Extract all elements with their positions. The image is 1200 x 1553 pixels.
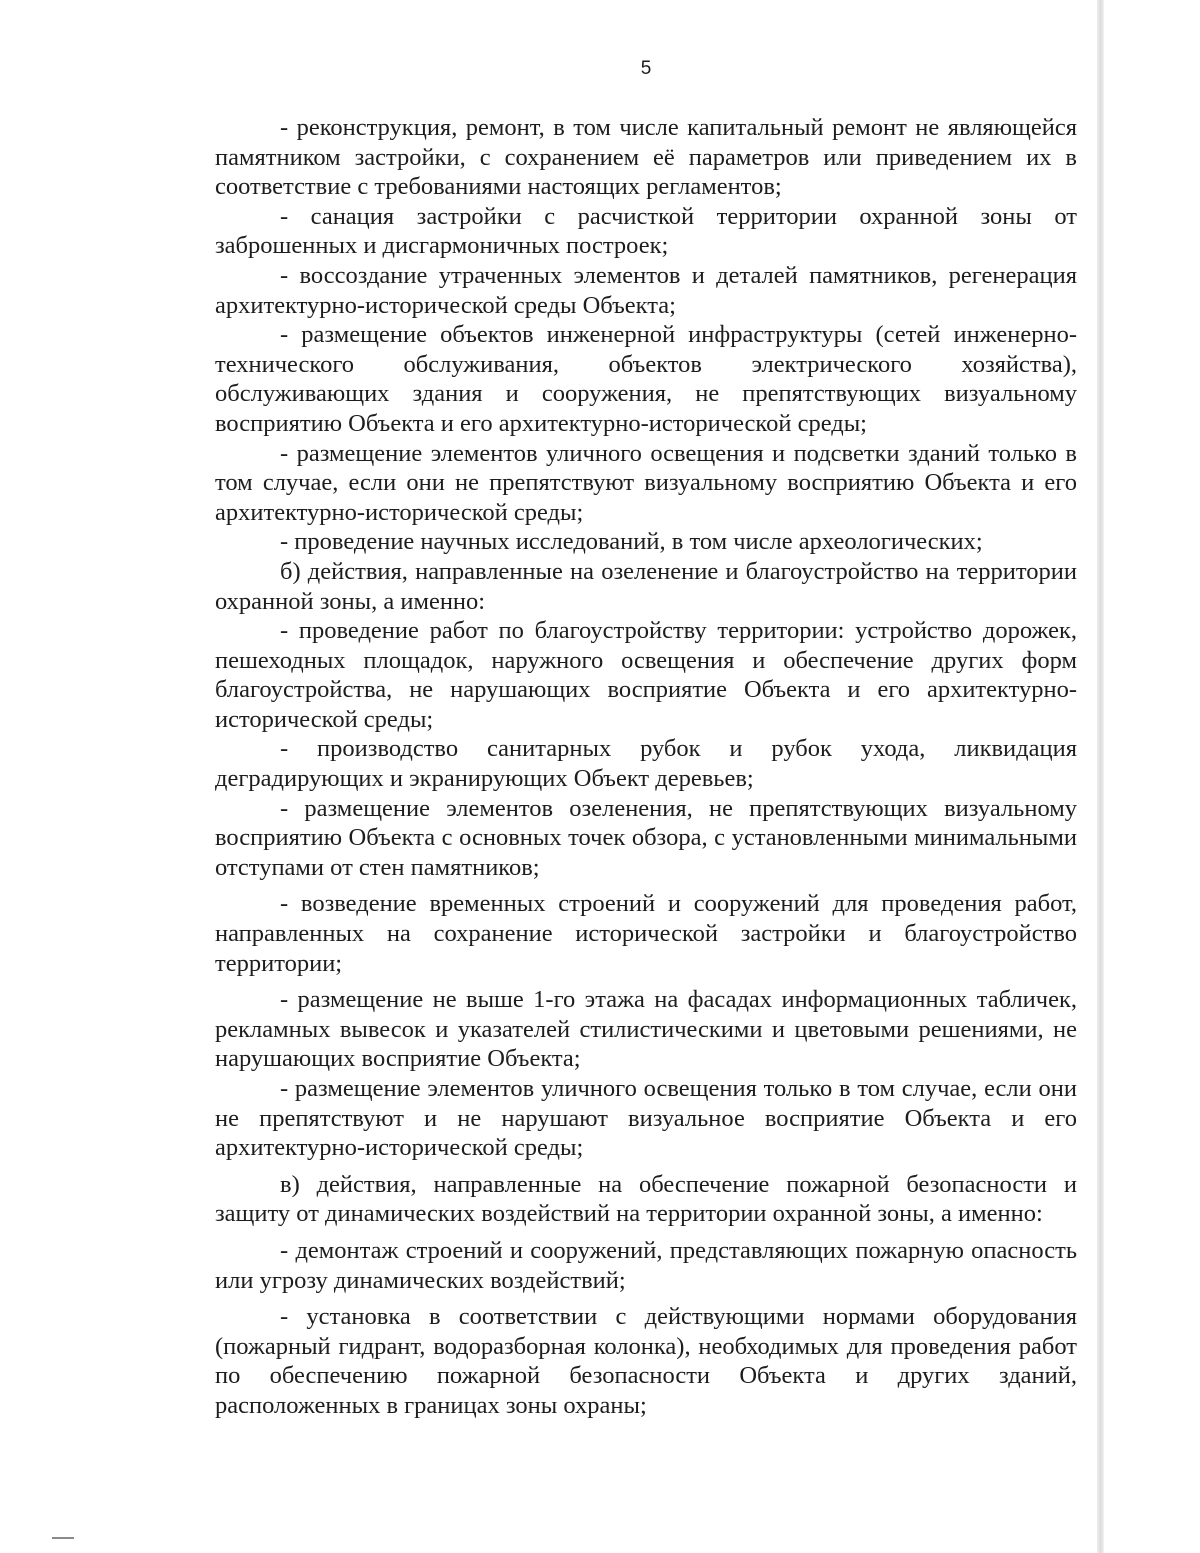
- scan-margin-mark: [52, 1537, 74, 1539]
- paragraph-street-lighting: - размещение элементов уличного освещения только в том случае, если они не препятствуют и не нарушают визуальное восприятие Объекта и его архитектурно-исторической среды;: [215, 1075, 1077, 1162]
- paragraph-infrastructure: - размещение объектов инженерной инфраструктуры (сетей инженерно-технического обслуживания, объектов электрического хозяйства), обслуживающих здания и сооружения, не препятствующих визуальному восприятию Объекта и его архитектурно-исторической среды;: [215, 321, 1077, 437]
- page-number: 5: [640, 58, 652, 79]
- paragraph-section-b: б) действия, направленные на озеленение и благоустройство на территории охранной зоны, а именно:: [215, 557, 1077, 615]
- paragraph-research: - проведение научных исследований, в том числе археологических;: [280, 528, 983, 556]
- paragraph-sanitation: - санация застройки с расчисткой территории охранной зоны от заброшенных и дисгармоничных построек;: [215, 202, 1077, 260]
- paragraph-section-v: в) действия, направленные на обеспечение пожарной безопасности и защиту от динамических воздействий на территории охранной зоны, а именно:: [215, 1170, 1077, 1228]
- paragraph-signage: - размещение не выше 1-го этажа на фасадах информационных табличек, рекламных вывесок и указателей стилистическими и цветовыми решениями, не нарушающих восприятие Объекта;: [215, 986, 1077, 1073]
- paragraph-felling: - производство санитарных рубок и рубок ухода, ликвидация деградирующих и экранирующих Объект деревьев;: [215, 735, 1077, 793]
- paragraph-reconstruction: - реконструкция, ремонт, в том числе капитальный ремонт не являющейся памятником застройки, с сохранением её параметров или приведением их в соответствие с требованиями настоящих регламентов;: [215, 114, 1077, 201]
- paragraph-landscaping: - проведение работ по благоустройству территории: устройство дорожек, пешеходных площадок, наружного освещения и обеспечение других форм благоустройства, не нарушающих восприятие Объекта и его архитектурно-исторической среды;: [215, 617, 1077, 733]
- paragraph-lighting: - размещение элементов уличного освещения и подсветки зданий только в том случае, если они не препятствуют визуальному восприятию Объекта и его архитектурно-исторической среды;: [215, 439, 1077, 526]
- paragraph-temporary-structures: - возведение временных строений и сооружений для проведения работ, направленных на сохранение исторической застройки и благоустройство территории;: [215, 890, 1077, 977]
- scan-edge-shadow: [1097, 0, 1104, 1553]
- paragraph-greenery: - размещение элементов озеленения, не препятствующих визуальному восприятию Объекта с основных точек обзора, с установленными минимальными отступами от стен памятников;: [215, 794, 1077, 881]
- paragraph-recreation: - воссоздание утраченных элементов и деталей памятников, регенерация архитектурно-исторической среды Объекта;: [215, 261, 1077, 319]
- document-body: [215, 113, 1077, 1421]
- paragraph-demolition: - демонтаж строений и сооружений, представляющих пожарную опасность или угрозу динамических воздействий;: [215, 1236, 1077, 1294]
- paragraph-fire-equipment: - установка в соответствии с действующими нормами оборудования (пожарный гидрант, водоразборная колонка), необходимых для проведения работ по обеспечению пожарной безопасности Объекта и других зданий, расположенных в границах зоны охраны;: [215, 1303, 1077, 1419]
